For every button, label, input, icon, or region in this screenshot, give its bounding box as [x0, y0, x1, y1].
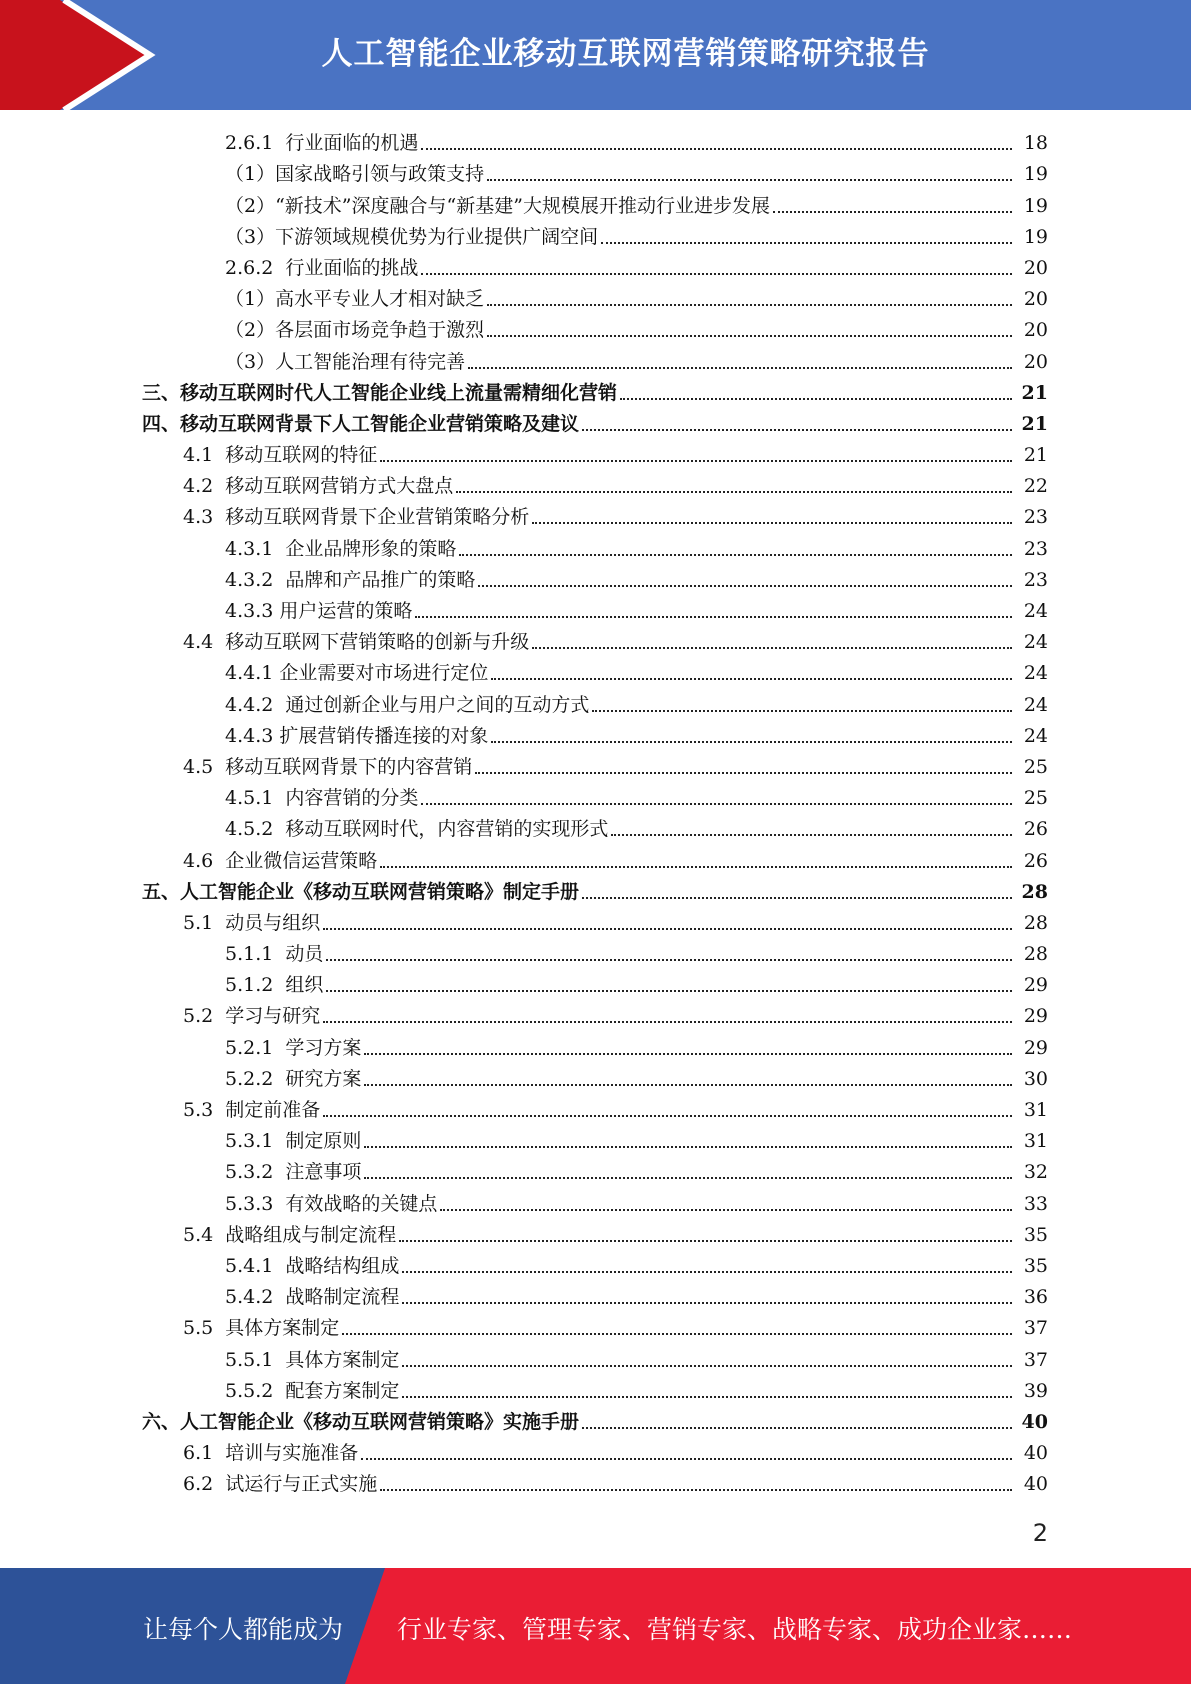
- toc-entry[interactable]: [0, 595, 1191, 626]
- toc-dot-leader: [601, 242, 1012, 244]
- toc-entry-title: （1）高水平专业人才相对缺乏: [225, 288, 485, 311]
- toc-entry-page: 21: [1023, 444, 1048, 467]
- toc-entry[interactable]: [0, 1094, 1191, 1125]
- toc-entry-page: 24: [1023, 662, 1048, 685]
- toc-dot-leader: [532, 522, 1012, 524]
- toc-dot-leader: [323, 1115, 1012, 1117]
- toc-dot-leader: [592, 710, 1012, 712]
- toc-entry-title: 六、人工智能企业《移动互联网营销策略》实施手册: [142, 1410, 580, 1433]
- toc-entry-title: 4.6 企业微信运营策略: [183, 849, 378, 872]
- toc-entry-title: 4.1 移动互联网的特征: [183, 444, 378, 467]
- toc-entry-title: 5.5.2 配套方案制定: [225, 1379, 400, 1402]
- toc-entry-title: 4.3.2 品牌和产品推广的策略: [225, 568, 476, 591]
- toc-entry-title: 5.5 具体方案制定: [183, 1317, 340, 1340]
- toc-entry[interactable]: [0, 564, 1191, 595]
- toc-entry-title: （3）人工智能治理有待完善: [225, 350, 466, 373]
- toc-dot-leader: [620, 398, 1012, 400]
- toc-entry[interactable]: [0, 751, 1191, 782]
- toc-dot-leader: [456, 491, 1012, 493]
- toc-entry-title: 5.4.1 战略结构组成: [225, 1254, 400, 1277]
- toc-dot-leader: [402, 1365, 1012, 1367]
- toc-entry-title: 2.6.1 行业面临的机遇: [225, 132, 419, 155]
- toc-entry-page: 26: [1023, 818, 1048, 841]
- toc-entry-page: 33: [1023, 1192, 1048, 1215]
- toc-entry-page: 35: [1023, 1254, 1048, 1277]
- toc-dot-leader: [582, 897, 1012, 899]
- toc-dot-leader: [475, 772, 1012, 774]
- toc-entry[interactable]: [0, 1031, 1191, 1062]
- toc-entry-page: 19: [1023, 163, 1048, 186]
- toc-entry-page: 36: [1023, 1286, 1048, 1309]
- toc-entry[interactable]: [0, 501, 1191, 532]
- toc-dot-leader: [421, 148, 1012, 150]
- toc-dot-leader: [415, 616, 1012, 618]
- toc-entry[interactable]: [0, 688, 1191, 719]
- toc-dot-leader: [364, 1177, 1012, 1179]
- toc-entry-page: 30: [1023, 1067, 1048, 1090]
- toc-entry-page: 20: [1023, 256, 1048, 279]
- toc-entry-title: 4.4.2 通过创新企业与用户之间的互动方式: [225, 693, 590, 716]
- toc-entry-page: 29: [1023, 1005, 1048, 1028]
- page-footer: [0, 1568, 1191, 1684]
- toc-entry-title: 4.4.1 企业需要对市场进行定位: [225, 662, 489, 685]
- toc-dot-leader: [361, 1458, 1012, 1460]
- toc-entry-title: 4.3.3 用户运营的策略: [225, 600, 413, 622]
- toc-entry-page: 31: [1023, 1130, 1048, 1153]
- toc-entry-page: 20: [1023, 350, 1048, 373]
- toc-dot-leader: [421, 273, 1012, 275]
- toc-entry-page: 35: [1023, 1223, 1048, 1246]
- toc-entry-title: 4.2 移动互联网营销方式大盘点: [183, 475, 454, 498]
- toc-entry-title: 5.3 制定前准备: [183, 1099, 321, 1121]
- toc-entry[interactable]: [0, 221, 1191, 252]
- toc-entry-page: 24: [1023, 600, 1048, 622]
- footer-expert-list: 行业专家、管理专家、营销专家、战略专家、成功企业家……: [397, 1615, 1073, 1644]
- toc-dot-leader: [440, 1209, 1012, 1211]
- toc-entry[interactable]: [0, 283, 1191, 314]
- toc-entry-page: 23: [1023, 568, 1048, 591]
- toc-dot-leader: [532, 647, 1012, 649]
- toc-entry-page: 37: [1023, 1348, 1048, 1371]
- toc-entry[interactable]: [0, 1125, 1191, 1156]
- toc-dot-leader: [487, 304, 1012, 306]
- footer-slogan: 让每个人都能成为: [143, 1615, 344, 1644]
- toc-entry-page: 23: [1023, 506, 1048, 529]
- toc-entry-page: 28: [1021, 880, 1048, 903]
- toc-entry[interactable]: [0, 252, 1191, 283]
- toc-entry[interactable]: [0, 844, 1191, 875]
- toc-entry-page: 19: [1023, 194, 1048, 217]
- toc-entry-page: 21: [1021, 412, 1048, 435]
- toc-entry-title: 5.1 动员与组织: [183, 911, 321, 934]
- toc-entry-title: 四、移动互联网背景下人工智能企业营销策略及建议: [142, 412, 580, 435]
- toc-entry[interactable]: [0, 876, 1191, 907]
- toc-entry-title: （3）下游领域规模优势为行业提供广阔空间: [225, 225, 599, 248]
- toc-entry[interactable]: [0, 1187, 1191, 1218]
- toc-entry-page: 37: [1023, 1317, 1048, 1340]
- toc-entry[interactable]: [0, 345, 1191, 376]
- toc-entry[interactable]: [0, 1312, 1191, 1343]
- toc-entry-title: 4.3 移动互联网背景下企业营销策略分析: [183, 506, 530, 529]
- toc-entry-title: 5.3.1 制定原则: [225, 1130, 362, 1153]
- toc-entry-title: 5.4.2 战略制定流程: [225, 1286, 400, 1309]
- toc-entry-page: 29: [1023, 1036, 1048, 1059]
- toc-entry[interactable]: [0, 720, 1191, 751]
- toc-entry[interactable]: [0, 314, 1191, 345]
- toc-dot-leader: [478, 585, 1012, 587]
- toc-entry[interactable]: [0, 782, 1191, 813]
- toc-entry-page: 40: [1023, 1442, 1048, 1465]
- toc-entry-title: 4.4.3 扩展营销传播连接的对象: [225, 724, 489, 747]
- toc-dot-leader: [487, 179, 1012, 181]
- toc-entry-title: 4.3.1 企业品牌形象的策略: [225, 537, 457, 560]
- toc-entry[interactable]: [0, 532, 1191, 563]
- toc-dot-leader: [582, 1427, 1012, 1429]
- toc-entry[interactable]: [0, 1281, 1191, 1312]
- toc-entry-title: 5.3.3 有效战略的关键点: [225, 1192, 438, 1215]
- toc-dot-leader: [491, 678, 1012, 680]
- toc-dot-leader: [468, 367, 1012, 369]
- toc-entry[interactable]: [0, 1063, 1191, 1094]
- page-number: 2: [1032, 1519, 1048, 1547]
- toc-entry-title: 5.3.2 注意事项: [225, 1161, 362, 1184]
- toc-entry-page: 32: [1023, 1161, 1048, 1184]
- toc-dot-leader: [491, 741, 1012, 743]
- toc-dot-leader: [364, 1146, 1012, 1148]
- toc-entry[interactable]: [0, 158, 1191, 189]
- toc-entry-page: 20: [1023, 288, 1048, 311]
- toc-dot-leader: [380, 460, 1012, 462]
- toc-dot-leader: [421, 803, 1012, 805]
- toc-dot-leader: [402, 1396, 1012, 1398]
- toc-entry-title: 6.2 试运行与正式实施: [183, 1473, 378, 1496]
- toc-entry-title: 5.1.1 动员: [225, 943, 324, 966]
- toc-entry-title: 5.2.2 研究方案: [225, 1067, 362, 1090]
- toc-entry-title: 4.5.1 内容营销的分类: [225, 787, 419, 810]
- toc-dot-leader: [342, 1333, 1012, 1335]
- toc-entry[interactable]: [0, 470, 1191, 501]
- toc-entry-title: 5.1.2 组织: [225, 974, 324, 997]
- toc-entry[interactable]: [0, 1468, 1191, 1499]
- toc-dot-leader: [611, 834, 1012, 836]
- toc-entry-title: 5.2.1 学习方案: [225, 1036, 362, 1059]
- toc-dot-leader: [380, 866, 1012, 868]
- toc-entry-page: 28: [1023, 943, 1048, 966]
- toc-entry-title: （2）各层面市场竞争趋于激烈: [225, 319, 485, 342]
- toc-entry-page: 39: [1023, 1379, 1048, 1402]
- toc-entry-title: 三、移动互联网时代人工智能企业线上流量需精细化营销: [142, 381, 618, 404]
- toc-entry-page: 25: [1023, 787, 1048, 810]
- toc-entry[interactable]: [0, 408, 1191, 439]
- toc-entry-page: 22: [1023, 475, 1048, 498]
- toc-entry-page: 24: [1023, 724, 1048, 747]
- toc-entry[interactable]: [0, 377, 1191, 408]
- toc-entry-title: 4.5.2 移动互联网时代，内容营销的实现形式: [225, 818, 609, 841]
- toc-entry-title: 2.6.2 行业面临的挑战: [225, 256, 419, 279]
- toc-entry-page: 40: [1021, 1410, 1048, 1433]
- toc-entry-page: 29: [1023, 974, 1048, 997]
- toc-entry[interactable]: [0, 1406, 1191, 1437]
- toc-entry[interactable]: [0, 1437, 1191, 1468]
- toc-entry[interactable]: [0, 813, 1191, 844]
- toc-entry[interactable]: [0, 189, 1191, 220]
- toc-entry[interactable]: [0, 439, 1191, 470]
- toc-entry[interactable]: [0, 1219, 1191, 1250]
- toc-entry-title: 5.5.1 具体方案制定: [225, 1348, 400, 1371]
- toc-entry-page: 25: [1023, 755, 1048, 778]
- toc-entry[interactable]: [0, 1156, 1191, 1187]
- toc-entry[interactable]: [0, 1250, 1191, 1281]
- toc-dot-leader: [459, 554, 1012, 556]
- toc-entry-page: 23: [1023, 537, 1048, 560]
- toc-entry-title: （1）国家战略引领与政策支持: [225, 163, 485, 186]
- toc-entry-page: 21: [1021, 381, 1048, 404]
- toc-entry-title: 4.5 移动互联网背景下的内容营销: [183, 755, 473, 778]
- toc-entry-page: 24: [1023, 693, 1048, 716]
- toc-entry[interactable]: [0, 938, 1191, 969]
- toc-entry[interactable]: [0, 127, 1191, 158]
- toc-entry[interactable]: [0, 969, 1191, 1000]
- toc-entry[interactable]: [0, 626, 1191, 657]
- toc-entry-title: 5.2 学习与研究: [183, 1005, 321, 1028]
- toc-entry-title: （2）“新技术”深度融合与“新基建”大规模展开推动行业进步发展: [225, 194, 770, 217]
- toc-dot-leader: [773, 211, 1012, 213]
- toc-entry[interactable]: [0, 907, 1191, 938]
- toc-entry-page: 20: [1023, 319, 1048, 342]
- toc-entry-page: 28: [1023, 911, 1048, 934]
- toc-entry[interactable]: [0, 1375, 1191, 1406]
- report-title: 人工智能企业移动互联网营销策略研究报告: [321, 36, 930, 72]
- toc-entry-page: 40: [1023, 1473, 1048, 1496]
- toc-dot-leader: [323, 1021, 1012, 1023]
- toc-entry-title: 五、人工智能企业《移动互联网营销策略》制定手册: [142, 880, 580, 903]
- toc-entry-page: 24: [1023, 631, 1048, 654]
- toc-dot-leader: [487, 335, 1012, 337]
- toc-dot-leader: [364, 1084, 1012, 1086]
- toc-dot-leader: [582, 429, 1012, 431]
- toc-entry-page: 31: [1023, 1099, 1048, 1121]
- toc-dot-leader: [399, 1240, 1012, 1242]
- toc-dot-leader: [323, 928, 1012, 930]
- toc-entry-page: 19: [1023, 225, 1048, 248]
- toc-entry-page: 26: [1023, 849, 1048, 872]
- table-of-contents: [0, 127, 1191, 1499]
- toc-entry[interactable]: [0, 1000, 1191, 1031]
- toc-entry[interactable]: [0, 1343, 1191, 1374]
- toc-entry-title: 5.4 战略组成与制定流程: [183, 1223, 397, 1246]
- toc-dot-leader: [380, 1489, 1012, 1491]
- toc-dot-leader: [402, 1302, 1012, 1304]
- toc-dot-leader: [326, 990, 1012, 992]
- toc-dot-leader: [326, 959, 1012, 961]
- page-header: [0, 0, 1191, 110]
- toc-entry-title: 4.4 移动互联网下营销策略的创新与升级: [183, 631, 530, 654]
- toc-entry-page: 18: [1023, 132, 1048, 155]
- toc-dot-leader: [364, 1053, 1012, 1055]
- toc-entry-title: 6.1 培训与实施准备: [183, 1442, 359, 1465]
- toc-entry[interactable]: [0, 657, 1191, 688]
- toc-dot-leader: [402, 1271, 1012, 1273]
